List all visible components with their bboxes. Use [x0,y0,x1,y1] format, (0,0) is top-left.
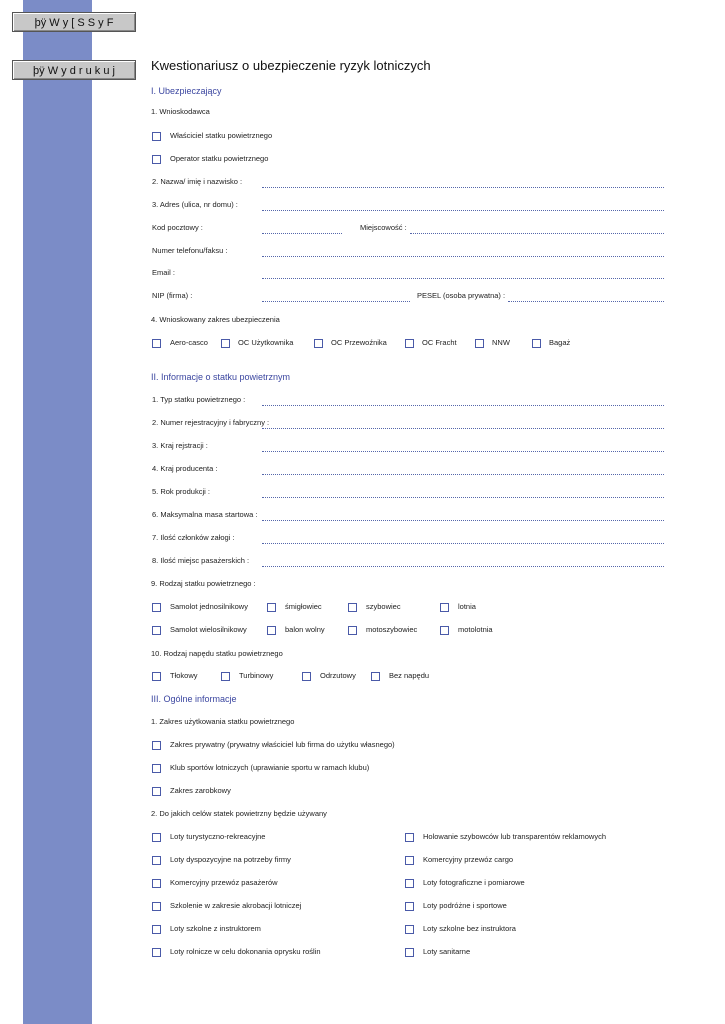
label-purpose-left-3: Komercyjny przewóz pasażerów [170,878,278,887]
field-production-year[interactable] [262,497,664,498]
label-nip: NIP (firma) : [152,291,193,300]
label-usage-club: Klub sportów lotniczych (uprawianie sportu w ramach klubu) [170,763,370,772]
label-purpose-right-4: Loty podróżne i sportowe [423,901,507,910]
checkbox-purpose-right-4[interactable] [405,902,414,911]
form-title: Kwestionariusz o ubezpieczenie ryzyk lotniczych [151,58,431,73]
field-crew-count[interactable] [262,543,664,544]
label-glider: szybowiec [366,602,401,611]
label-crew-count: 7. Ilość członków załogi : [152,533,235,542]
label-phone: Numer telefonu/faksu : [152,246,228,255]
checkbox-purpose-left-4[interactable] [152,902,161,911]
label-multi-engine: Samolot wielosilnikowy [170,625,247,634]
label-scope: 4. Wnioskowany zakres ubezpieczenia [151,315,280,324]
checkbox-jet[interactable] [302,672,311,681]
label-pesel: PESEL (osoba prywatna) : [417,291,506,300]
label-turbine: Turbinowy [239,671,274,680]
label-purpose-right-1: Holowanie szybowców lub transparentów reklamowych [423,832,606,841]
label-aircraft-kind: 9. Rodzaj statku powietrznego : [151,579,256,588]
checkbox-oc-uzytkownika[interactable] [221,339,230,348]
checkbox-purpose-right-6[interactable] [405,948,414,957]
label-purpose-right-6: Loty sanitarne [423,947,471,956]
label-motor-hang-glider: motolotnia [458,625,493,634]
checkbox-bagaz[interactable] [532,339,541,348]
label-no-drive: Bez napędu [389,671,430,680]
checkbox-balloon[interactable] [267,626,276,635]
label-drive: 10. Rodzaj napędu statku powietrznego [151,649,283,658]
checkbox-hang-glider[interactable] [440,603,449,612]
field-phone[interactable] [262,256,664,257]
checkbox-purpose-left-5[interactable] [152,925,161,934]
label-oc-uzytkownika: OC Użytkownika [238,338,294,347]
checkbox-glider[interactable] [348,603,357,612]
checkbox-oc-przewoznika[interactable] [314,339,323,348]
label-aircraft-type: 1. Typ statku powietrznego : [152,395,246,404]
field-address[interactable] [262,210,664,211]
label-purpose-left-6: Loty rolnicze w celu dokonania oprysku roślin [170,947,321,956]
label-piston: Tłokowy [170,671,198,680]
checkbox-purpose-left-1[interactable] [152,833,161,842]
label-balloon: balon wolny [285,625,325,634]
label-name: 2. Nazwa/ imię i nazwisko : [152,177,243,186]
checkbox-piston[interactable] [152,672,161,681]
field-passenger-seats[interactable] [262,566,664,567]
field-city[interactable] [410,233,664,234]
label-purpose-left-1: Loty turystyczno-rekreacyjne [170,832,266,841]
checkbox-owner[interactable] [152,132,161,141]
label-usage-private: Zakres prywatny (prywatny właściciel lub firma do użytku własnego) [170,740,395,749]
label-bagaz: Bagaż [549,338,571,347]
label-operator: Operator statku powietrznego [170,154,269,163]
label-passenger-seats: 8. Ilość miejsc pasażerskich : [152,556,250,565]
section-2-heading: II. Informacje o statku powietrznym [151,372,291,382]
checkbox-usage-club[interactable] [152,764,161,773]
label-purpose-right-5: Loty szkolne bez instruktora [423,924,516,933]
label-owner: Właściciel statku powietrznego [170,131,273,140]
checkbox-purpose-right-5[interactable] [405,925,414,934]
label-purpose-right-2: Komercyjny przewóz cargo [423,855,514,864]
checkbox-purpose-right-3[interactable] [405,879,414,888]
checkbox-single-engine[interactable] [152,603,161,612]
checkbox-usage-commercial[interactable] [152,787,161,796]
checkbox-purpose-left-3[interactable] [152,879,161,888]
field-registration-country[interactable] [262,451,664,452]
field-postal[interactable] [262,233,342,234]
checkbox-operator[interactable] [152,155,161,164]
top-button-1[interactable]: þÿ W y [ S S y F [12,12,136,32]
label-city: Miejscowość : [360,223,407,232]
label-postal: Kod pocztowy : [152,223,203,232]
section-3-heading: III. Ogólne informacje [151,694,237,704]
field-aircraft-type[interactable] [262,405,664,406]
field-producer-country[interactable] [262,474,664,475]
label-oc-przewoznika: OC Przewoźnika [331,338,387,347]
label-purpose: 2. Do jakich celów statek powietrzny będzie używany [151,809,327,818]
label-registration: 2. Numer rejestracyjny i fabryczny : [152,418,270,427]
field-email[interactable] [262,278,664,279]
checkbox-motor-hang-glider[interactable] [440,626,449,635]
label-wnioskodawca: 1. Wnioskodawca [151,107,210,116]
label-usage-commercial: Zakres zarobkowy [170,786,231,795]
label-registration-country: 3. Kraj rejstracji : [152,441,208,450]
label-nnw: NNW [492,338,510,347]
label-oc-fracht: OC Fracht [422,338,457,347]
label-usage: 1. Zakres użytkowania statku powietrznego [151,717,295,726]
label-jet: Odrzutowy [320,671,356,680]
checkbox-motor-glider[interactable] [348,626,357,635]
checkbox-purpose-right-1[interactable] [405,833,414,842]
label-production-year: 5. Rok produkcji : [152,487,210,496]
section-1-heading: I. Ubezpieczający [151,86,222,96]
checkbox-usage-private[interactable] [152,741,161,750]
field-registration[interactable] [262,428,664,429]
label-email: Email : [152,268,175,277]
label-purpose-right-3: Loty fotograficzne i pomiarowe [423,878,525,887]
label-purpose-left-5: Loty szkolne z instruktorem [170,924,261,933]
field-nip[interactable] [262,301,410,302]
label-max-takeoff-mass: 6. Maksymalna masa startowa : [152,510,258,519]
checkbox-purpose-left-2[interactable] [152,856,161,865]
label-helicopter: śmigłowiec [285,602,322,611]
label-hang-glider: lotnia [458,602,476,611]
checkbox-no-drive[interactable] [371,672,380,681]
field-pesel[interactable] [508,301,664,302]
label-aero-casco: Aero-casco [170,338,208,347]
checkbox-oc-fracht[interactable] [405,339,414,348]
checkbox-purpose-left-6[interactable] [152,948,161,957]
label-purpose-left-4: Szkolenie w zakresie akrobacji lotniczej [170,901,302,910]
label-single-engine: Samolot jednosilnikowy [170,602,248,611]
sidebar-band [23,0,92,1024]
label-motor-glider: motoszybowiec [366,625,418,634]
label-purpose-left-2: Loty dyspozycyjne na potrzeby firmy [170,855,291,864]
field-name[interactable] [262,187,664,188]
print-button[interactable]: þÿ W y d r u k u j [12,60,136,80]
label-producer-country: 4. Kraj producenta : [152,464,218,473]
checkbox-multi-engine[interactable] [152,626,161,635]
field-max-takeoff-mass[interactable] [262,520,664,521]
checkbox-purpose-right-2[interactable] [405,856,414,865]
checkbox-nnw[interactable] [475,339,484,348]
checkbox-aero-casco[interactable] [152,339,161,348]
label-address: 3. Adres (ulica, nr domu) : [152,200,238,209]
checkbox-turbine[interactable] [221,672,230,681]
checkbox-helicopter[interactable] [267,603,276,612]
